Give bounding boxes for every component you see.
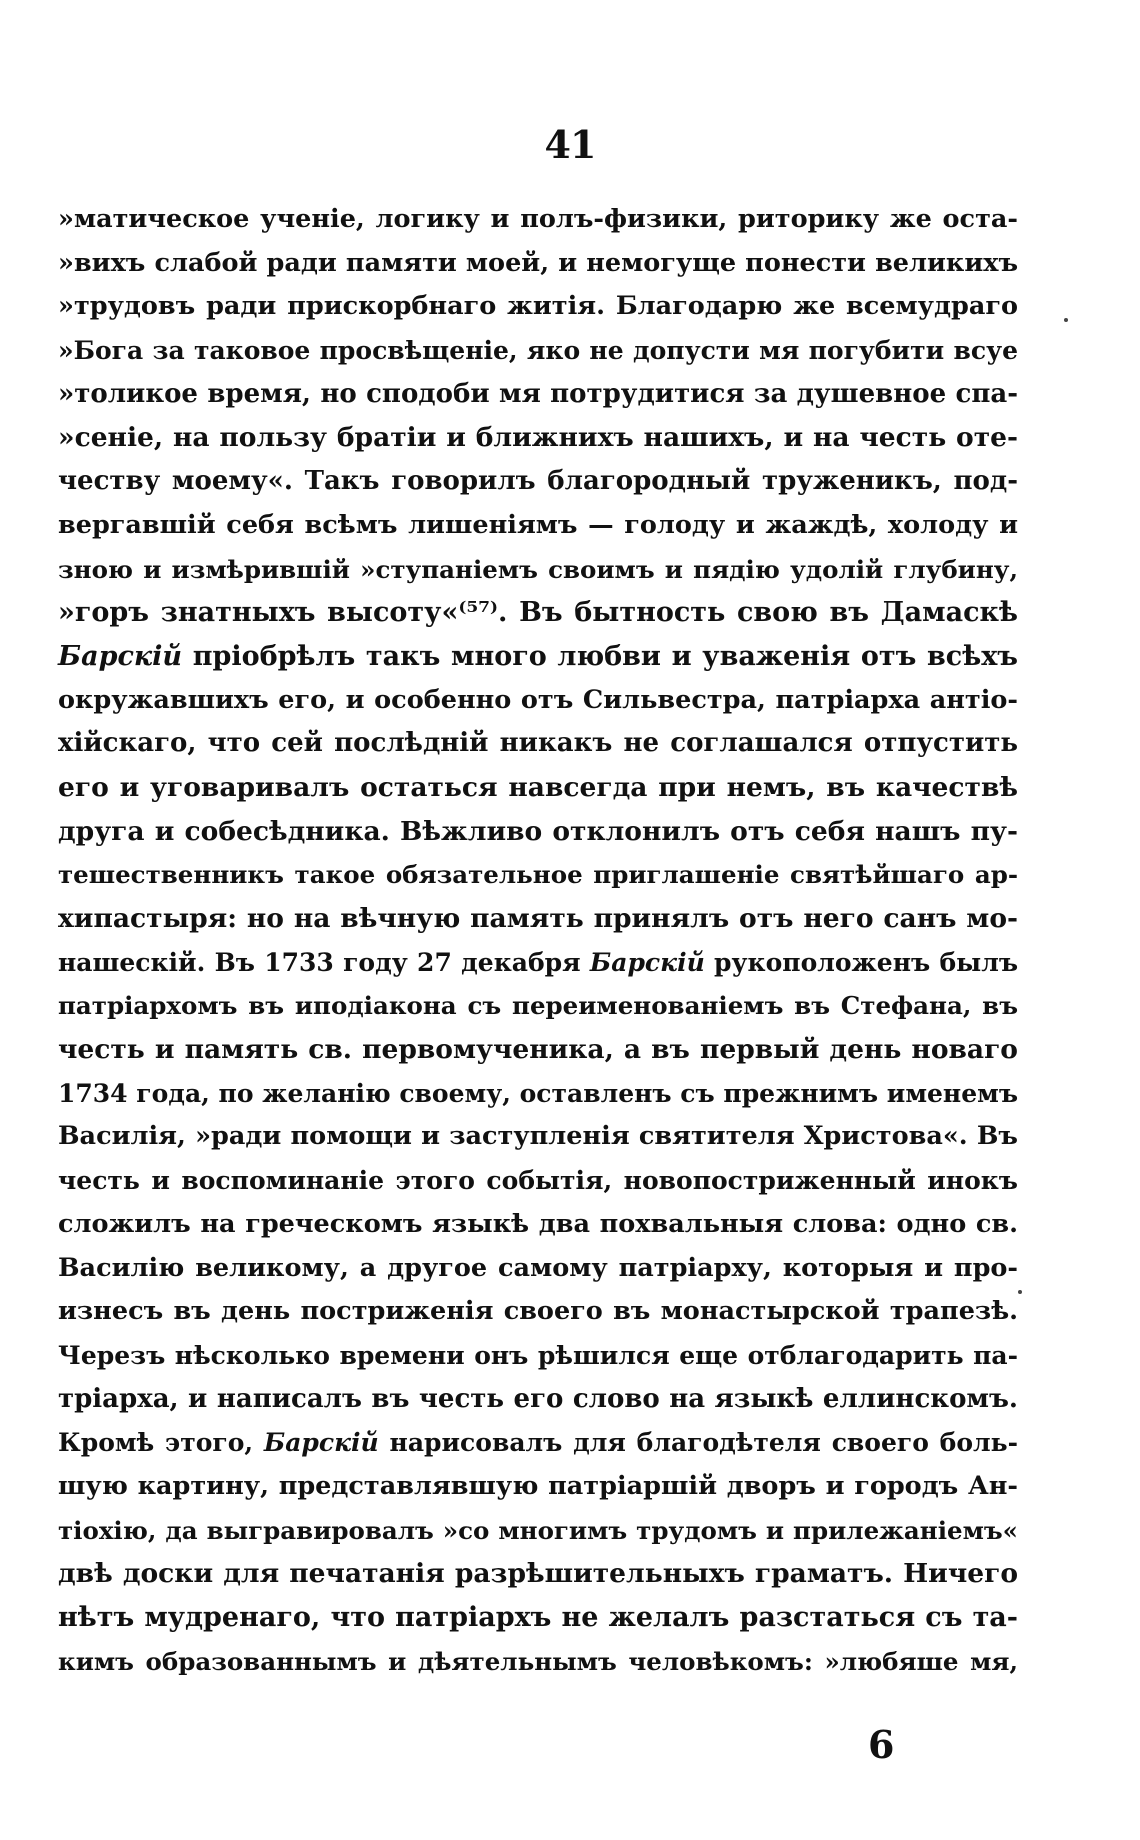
- text-run: нашескій. Въ 1733 году 27 декабря: [58, 947, 590, 977]
- text-line: [58, 504, 1018, 548]
- text-run: тріарха, и написалъ въ честь его слово на языкѣ еллинскомъ.: [58, 1383, 1018, 1414]
- text-run: Черезъ нѣсколько времени онъ рѣшился еще отблагодарить па-: [58, 1340, 1018, 1370]
- print-speck: [1064, 318, 1068, 322]
- text-line: [58, 722, 1018, 766]
- italic-name: Барскій: [263, 1428, 379, 1458]
- printer-signature-mark: 6: [868, 1722, 895, 1767]
- text-line: [58, 1290, 1018, 1334]
- text-run: Василію великому, а другое самому патріарху, которыя и про-: [58, 1252, 1018, 1283]
- text-line: [58, 1247, 1018, 1291]
- text-run: тіохію, да выгравировалъ »со многимъ трудомъ и прилежаніемъ«: [58, 1515, 1018, 1545]
- text-run: хипастыря: но на вѣчную память принялъ отъ него санъ мо-: [58, 903, 1018, 934]
- text-line: [58, 1203, 1018, 1247]
- text-run: »горъ знатныхъ высоту«⁽⁵⁷⁾. Въ бытность свою въ Дамаскѣ: [58, 597, 1018, 629]
- text-line: [58, 1509, 1018, 1553]
- text-run: »Бога за таковое просвѣщеніе, яко не допусти мя погубити всуе: [58, 336, 1018, 366]
- text-run: нарисовалъ для благодѣтеля своего боль-: [378, 1428, 1018, 1458]
- text-run: окружавшихъ его, и особенно отъ Сильвестра, патріарха антіо-: [58, 684, 1018, 715]
- text-line: [58, 460, 1018, 504]
- text-run: его и уговаривалъ остаться навсегда при немъ, въ качествѣ: [58, 771, 1018, 803]
- text-line: [58, 897, 1018, 941]
- text-run: тешественникъ такое обязательное приглашеніе святѣйшаго ар-: [58, 860, 1018, 890]
- text-line: [58, 984, 1018, 1028]
- text-line: [58, 1072, 1018, 1116]
- text-line: [58, 810, 1018, 854]
- text-line: [58, 1378, 1018, 1422]
- text-run: »матическое ученіе, логику и полъ-физики, риторику же оста-: [58, 204, 1018, 234]
- text-line: [58, 679, 1018, 723]
- text-run: честь и память св. первомученика, а въ первый день новаго: [58, 1034, 1018, 1066]
- italic-name: Барскій: [58, 640, 183, 672]
- text-line: [58, 1552, 1018, 1596]
- text-line: [58, 1640, 1018, 1684]
- text-run: рукоположенъ былъ: [704, 947, 1019, 977]
- text-line: [58, 416, 1018, 460]
- text-run: »трудовъ ради прискорбнаго житія. Благодарю же всемудраго: [58, 291, 1018, 322]
- text-line: [58, 591, 1018, 635]
- text-run: Кромѣ этого,: [58, 1428, 264, 1458]
- text-run: нѣтъ мудренаго, что патріархъ не желалъ разстаться съ та-: [58, 1602, 1018, 1633]
- text-line: [58, 1596, 1018, 1640]
- text-line: [58, 242, 1018, 286]
- body-text: [58, 198, 1018, 1683]
- text-run: патріархомъ въ иподіакона съ переименованіемъ въ Стефана, въ: [58, 991, 1018, 1021]
- text-line: [58, 329, 1018, 373]
- italic-name: Барскій: [589, 947, 705, 977]
- text-run: шую картину, представлявшую патріаршій дворъ и городъ Ан-: [58, 1470, 1018, 1501]
- text-run: кимъ образованнымъ и дѣятельнымъ человѣкомъ: »любяше мя,: [58, 1646, 1018, 1676]
- text-line: [58, 1028, 1018, 1072]
- text-line: [58, 1159, 1018, 1203]
- text-run: изнесъ въ день постриженія своего въ монастырской трапезѣ.: [58, 1296, 1018, 1327]
- text-line: [58, 941, 1018, 985]
- text-line: [58, 373, 1018, 417]
- text-line: [58, 766, 1018, 810]
- text-run: »вихъ слабой ради памяти моей, и немогуще понести великихъ: [58, 247, 1018, 278]
- text-run: сложилъ на греческомъ языкѣ два похвальныя слова: одно св.: [58, 1208, 1018, 1239]
- text-run: »толикое время, но сподоби мя потрудитися за душевное спа-: [58, 378, 1018, 409]
- print-speck: [1018, 1290, 1022, 1294]
- text-line: [58, 1465, 1018, 1509]
- text-run: друга и собесѣдника. Вѣжливо отклонилъ отъ себя нашъ пу-: [58, 815, 1018, 847]
- text-line: [58, 1115, 1018, 1159]
- page-number: 41: [544, 122, 596, 167]
- text-line: [58, 1421, 1018, 1465]
- text-run: 1734 года, по желанію своему, оставленъ съ прежнимъ именемъ: [58, 1078, 1019, 1108]
- text-line: [58, 548, 1018, 592]
- text-run: двѣ доски для печатанія разрѣшительныхъ граматъ. Ничего: [58, 1558, 1018, 1590]
- text-run: честву моему«. Такъ говорилъ благородный труженикъ, под-: [58, 466, 1018, 497]
- text-run: зною и измѣрившій »ступаніемъ своимъ и пядію удолій глубину,: [58, 554, 1018, 584]
- text-run: честь и воспоминаніе этого событія, новопостриженный инокъ: [58, 1166, 1018, 1196]
- text-run: »сеніе, на пользу братіи и ближнихъ нашихъ, и на честь оте-: [58, 422, 1018, 454]
- text-run: Василія, »ради помощи и заступленія святителя Христова«. Въ: [58, 1121, 1018, 1152]
- text-line: [58, 1334, 1018, 1378]
- text-line: [58, 635, 1018, 679]
- text-line: [58, 198, 1018, 242]
- text-line: [58, 285, 1018, 329]
- text-run: хійскаго, что сей послѣдній никакъ не соглашался отпустить: [58, 728, 1018, 759]
- text-line: [58, 853, 1018, 897]
- text-run: вергавшій себя всѣмъ лишеніямъ — голоду и жаждѣ, холоду и: [58, 509, 1018, 540]
- text-run: пріобрѣлъ такъ много любви и уваженія отъ всѣхъ: [182, 640, 1018, 672]
